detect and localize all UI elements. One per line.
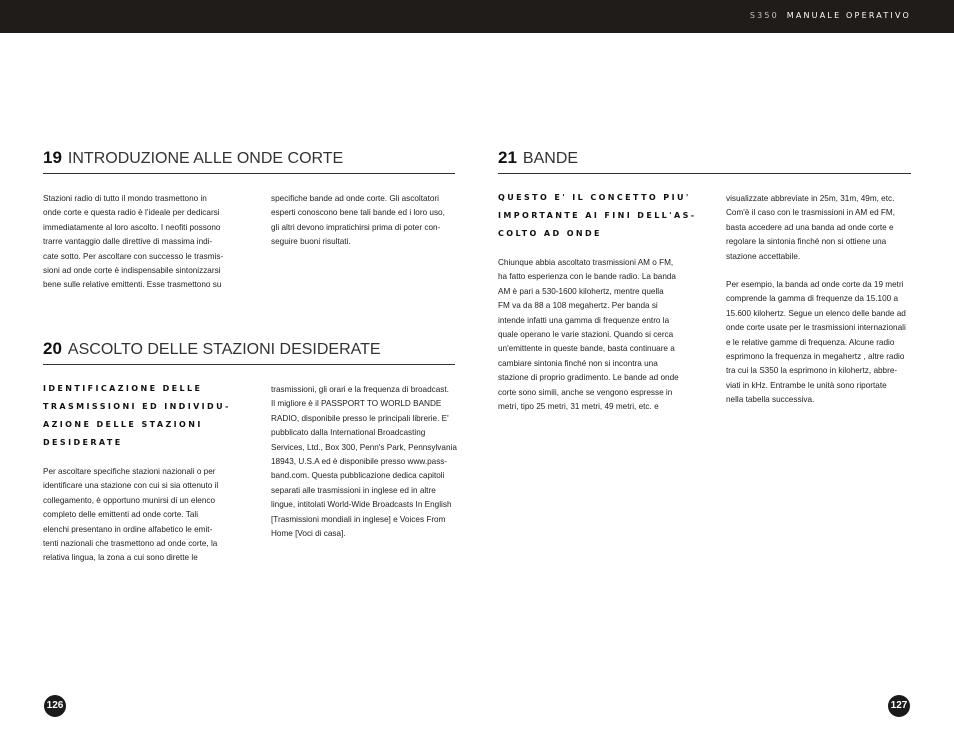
section-21-title: BANDE [522, 150, 579, 167]
section-19-col2 [271, 192, 461, 250]
text-line: identificare una stazione con cui si sia ottenuto il [43, 481, 219, 491]
text-line: QUESTO E' IL CONCETTO PIU' [498, 193, 691, 202]
text-line: regolare la sintonia finché non si ottiene una [726, 237, 887, 247]
text-line: cambiare sintonia finché non si incontra una [498, 358, 658, 368]
text-line: trasmissioni, gli orari e la frequenza di broadcast. [271, 385, 449, 394]
text-line: comprende la gamma di frequenze da 15.100 a [726, 294, 899, 304]
section-20-col2 [271, 383, 461, 541]
text-line: intende infatti una gamma di frequenze entro la [498, 315, 670, 325]
text-line: corte sono simili, anche se vengono espresse in [498, 387, 673, 397]
text-line: lingue, intitolati World-Wide Broadcasts In English [271, 500, 452, 510]
section-21-col1 [498, 256, 698, 414]
text-line: pubblicato dalla International Broadcasting [271, 428, 426, 438]
text-line: onde corte e questa radio è l’ideale per dedicarsi [43, 208, 220, 218]
text-line: quale operano le varie stazioni. Quando si cerca [498, 330, 674, 340]
text-line: stazione accettabile. [726, 251, 801, 261]
text-line: [Trasmissioni mondiali in inglese] e Voices From [271, 514, 446, 524]
section-19-heading [43, 148, 343, 168]
text-line: Com'è il caso con le trasmissioni in AM ed FM, [726, 208, 896, 218]
text-line: gli altri devono impratichirsi prima di poter con- [271, 222, 441, 232]
section-20-title: ASCOLTO DELLE STAZIONI DESIDERATE [67, 341, 381, 358]
text-line: DESIDERATE [43, 438, 123, 447]
text-line: FM va da 88 a 108 megahertz. Per banda si [498, 301, 658, 311]
text-line: bene sulle relative emittenti. Esse trasmettono su [43, 280, 222, 290]
text-line: completo delle emittenti ad onde corte. Tali [43, 510, 199, 520]
page-number-left: 126 [44, 695, 66, 717]
header-model: S350 [749, 11, 779, 20]
text-line: sioni ad onde corte è indispensabile sintonizzarsi [43, 266, 221, 276]
section-21-heading [498, 148, 578, 168]
text-line: IMPORTANTE AI FINI DELL'AS- [498, 211, 697, 220]
section-19-rule [43, 173, 455, 174]
text-line: cate sotto. Per ascoltare con successo le trasmis- [43, 251, 224, 261]
text-line: 15.600 kilohertz. Segue un elenco delle bande ad [726, 308, 906, 318]
section-19-title: INTRODUZIONE ALLE ONDE CORTE [67, 150, 344, 167]
page-number-right: 127 [888, 695, 910, 717]
text-line: Per esempio, la banda ad onde corte da 19 metri [726, 280, 904, 289]
text-line: separati alle trasmissioni in inglese ed in altre [271, 485, 436, 495]
text-line: 18943, U.S.A ed è disponibile presso www.pass- [271, 457, 448, 467]
text-line: esperti conoscono bene tali bande ed i loro uso, [271, 208, 445, 218]
text-line: Il migliore è il PASSPORT TO WORLD BANDE [271, 399, 442, 409]
text-line: esprimono la frequenza in megahertz , altre radio [726, 352, 905, 362]
text-line: ha fatto esperienza con le bande radio. La banda [498, 272, 676, 282]
section-21-rule [498, 173, 911, 174]
header-text [750, 11, 911, 20]
section-21-number: 21 [498, 148, 517, 167]
text-line: Home [Voci di casa]. [271, 529, 346, 539]
text-line: AM è pari a 530-1600 kilohertz, mentre quella [498, 286, 664, 296]
text-line: stazione di proprio gradimento. Le bande ad onde [498, 373, 679, 383]
text-line: un'emittente in queste bande, basta continuare a [498, 344, 675, 354]
section-19-number: 19 [43, 148, 62, 167]
text-line: immediatamente al loro ascolto. I neofiti possono [43, 222, 221, 232]
section-20-number: 20 [43, 339, 62, 358]
section-20-col1 [43, 465, 243, 566]
text-line: relativa lingua, la zona a cui sono dirette le [43, 553, 198, 563]
text-line: specifiche bande ad onde corte. Gli ascoltatori [271, 194, 439, 203]
text-line: Services, Ltd., Box 300, Penn's Park, Pennsylvania [271, 442, 457, 452]
section-20-subhead [43, 380, 253, 452]
text-line: Per ascoltare specifiche stazioni nazionali o per [43, 467, 216, 476]
text-line: IDENTIFICAZIONE DELLE [43, 384, 203, 393]
section-21-col2b [726, 278, 916, 408]
text-line: nella tabella successiva. [726, 395, 815, 405]
section-19-col1 [43, 192, 243, 293]
text-line: band.com. Questa pubblicazione dedica capitoli [271, 471, 445, 481]
text-line: visualizzate abbreviate in 25m, 31m, 49m, etc. [726, 194, 895, 203]
section-21-subhead [498, 189, 708, 243]
text-line: tenti nazionali che trasmettono ad onde corte, la [43, 539, 218, 549]
text-line: e le relative gamme di frequenza. Alcune radio [726, 337, 895, 347]
text-line: RADIO, disponibile presso le principali librerie. E' [271, 413, 449, 423]
text-line: TRASMISSIONI ED INDIVIDU- [43, 402, 231, 411]
text-line: AZIONE DELLE STAZIONI [43, 420, 203, 429]
text-line: elenchi presentano in ordine alfabetico le emit- [43, 524, 213, 534]
header-bar [0, 0, 954, 33]
text-line: collegamento, è opportuno munirsi di un elenco [43, 495, 216, 505]
header-title: MANUALE OPERATIVO [786, 11, 911, 20]
section-20-rule [43, 364, 455, 365]
text-line: trarre vantaggio dalle direttive di massima indi- [43, 237, 213, 247]
text-line: COLTO AD ONDE [498, 229, 602, 238]
section-21-col2a [726, 192, 916, 264]
section-20-heading [43, 339, 381, 359]
text-line: metri, tipo 25 metri, 31 metri, 49 metri, etc. e [498, 402, 659, 412]
text-line: Stazioni radio di tutto il mondo trasmettono in [43, 194, 207, 203]
text-line: onde corte usate per le trasmissioni internazionali [726, 323, 906, 333]
text-line: basta accedere ad una banda ad onde corte e [726, 222, 894, 232]
text-line: seguire buoni risultati. [271, 237, 351, 247]
text-line: viati in kHz. Entrambe le unità sono riportate [726, 380, 887, 390]
text-line: tra cui la S350 la esprimono in kilohertz, abbre- [726, 366, 898, 376]
text-line: Chiunque abbia ascoltato trasmissioni AM o FM, [498, 258, 674, 267]
